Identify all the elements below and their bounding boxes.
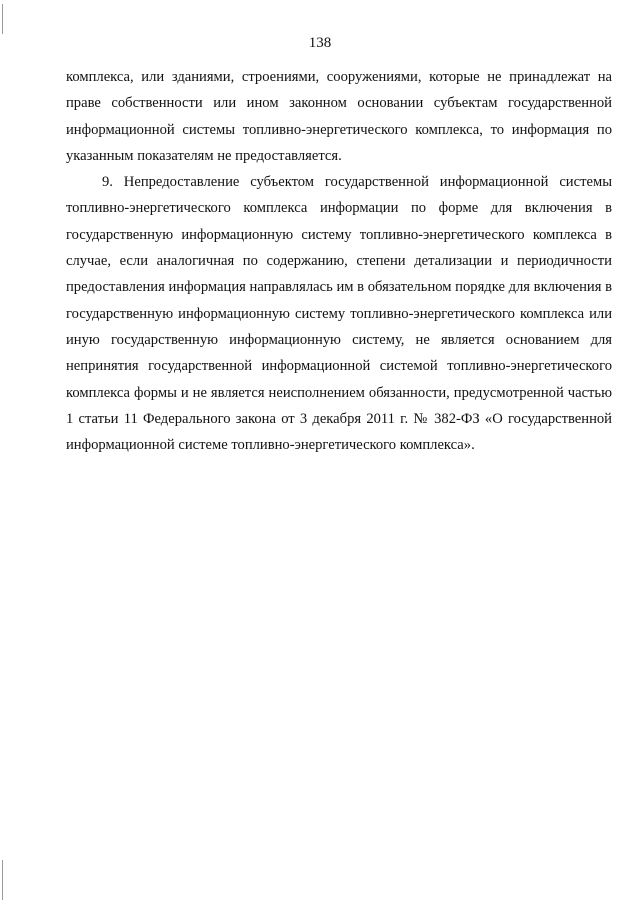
paragraph-item-9: 9. Непредоставление субъектом государственной информационной системы топливно-энергетического комплекса информации по форме для включения в государственную информационную систему топливно-энергетического комплекса в случае, если аналогичная по содержанию, степени детализации и периодичности предоставления информация направлялась им в обязательном порядке для включения в государственную информационную систему топливно-энергетического комплекса или иную государственную информационную систему, не является основанием для непринятия государственной информационной системой топливно-энергетического комплекса формы и не является неисполнением обязанности, предусмотренной частью 1 статьи 11 Федерального закона от 3 декабря 2011 г. № 382-ФЗ «О государственной информационной системе топливно-энергетического комплекса». <box>66 174 612 454</box>
scan-edge-mark-top <box>2 4 3 34</box>
document-body <box>66 64 612 458</box>
page-number: 138 <box>308 35 332 51</box>
paragraph-continuation: комплекса, или зданиями, строениями, сооружениями, которые не принадлежат на праве собственности или ином законном основании субъектам государственной информационной системы топливно-энергетического комплекса, то информация по указанным показателям не предоставляется. <box>66 69 612 164</box>
scan-edge-mark-bottom <box>2 860 3 900</box>
